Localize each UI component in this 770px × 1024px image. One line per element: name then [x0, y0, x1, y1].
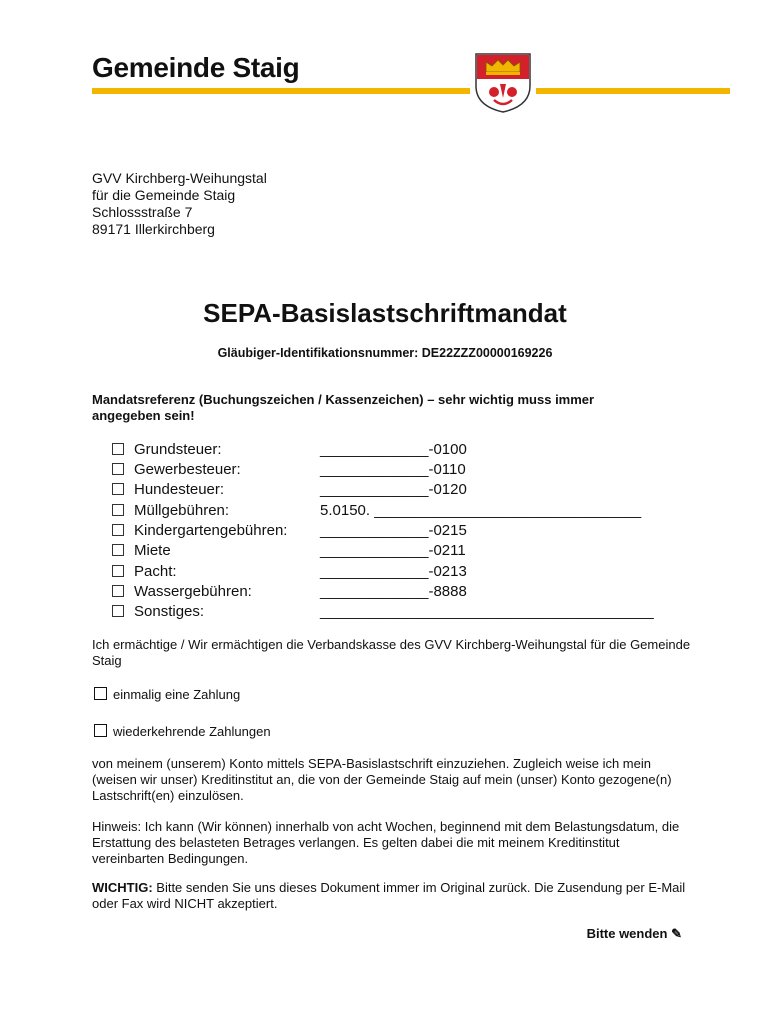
- address-line-3: Schlossstraße 7: [92, 204, 193, 220]
- item-hundesteuer[interactable]: [112, 480, 224, 500]
- item-pacht[interactable]: [112, 562, 177, 582]
- item-label: Pacht:: [134, 563, 177, 580]
- collection-text: von meinem (unserem) Konto mittels SEPA-Basislastschrift einzuziehen. Zugleich weise ich mein (weisen wir unser) Kreditinstitut an, die von der Gemeinde Staig auf mein (unser) Konto gezogene(n) Lastschrift(en) einzulösen.: [92, 756, 672, 803]
- turn-label: Bitte wenden: [586, 926, 668, 941]
- item-sonstiges[interactable]: [112, 602, 204, 622]
- document-title: SEPA-Basislastschriftmandat: [203, 298, 567, 328]
- option-recurring-label: wiederkehrende Zahlungen: [113, 724, 271, 739]
- item-label: Wassergebühren:: [134, 583, 252, 600]
- checkbox[interactable]: [112, 504, 124, 516]
- item-code-field[interactable]: ________________________________________: [320, 603, 654, 620]
- checkbox[interactable]: [112, 605, 124, 617]
- municipality-title: Gemeinde Staig: [92, 52, 300, 83]
- item-code-field[interactable]: _____________-0120: [320, 481, 467, 498]
- item-wassergebuehren[interactable]: [112, 582, 252, 602]
- address-line-4: 89171 Illerkirchberg: [92, 221, 215, 237]
- option-once-label: einmalig eine Zahlung: [113, 687, 241, 702]
- item-label: Müllgebühren:: [134, 502, 230, 519]
- checkbox[interactable]: [112, 565, 124, 577]
- pencil-icon: ✎: [671, 926, 682, 941]
- item-code-field[interactable]: _____________-8888: [320, 583, 467, 600]
- important-text: Bitte senden Sie uns dieses Dokument immer im Original zurück. Die Zusendung per E-Mail oder Fax wird NICHT akzeptiert.: [92, 880, 686, 911]
- checkbox[interactable]: [112, 463, 124, 475]
- item-label: Gewerbesteuer:: [134, 461, 241, 478]
- address-line-1: GVV Kirchberg-Weihungstal: [92, 170, 267, 186]
- address-line-2: für die Gemeinde Staig: [92, 187, 236, 203]
- coat-of-arms-logo: [472, 50, 534, 114]
- item-grundsteuer[interactable]: [112, 440, 222, 460]
- important-note: [92, 880, 692, 912]
- item-code-field[interactable]: _____________-0211: [320, 542, 466, 559]
- header-rule-right: [536, 88, 730, 94]
- notice-text: Hinweis: Ich kann (Wir können) innerhalb von acht Wochen, beginnend mit dem Belastungsdatum, die Erstattung des belasteten Betrages verlangen. Es gelten dabei die mit meinem Kreditinstitut vereinbarten Bedingungen.: [92, 819, 680, 866]
- checkbox[interactable]: [94, 724, 107, 737]
- item-code-field[interactable]: 5.0150. ________________________________: [320, 502, 642, 519]
- item-label: Kindergartengebühren:: [134, 522, 288, 539]
- header-rule-left: [92, 88, 470, 94]
- item-miete[interactable]: [112, 541, 171, 561]
- checkbox[interactable]: [112, 443, 124, 455]
- option-once[interactable]: [94, 686, 240, 704]
- item-kindergartengebuehren[interactable]: [112, 521, 287, 541]
- option-recurring[interactable]: [94, 723, 271, 741]
- item-gewerbesteuer[interactable]: [112, 460, 241, 480]
- checkbox[interactable]: [112, 585, 124, 597]
- item-code-field[interactable]: _____________-0100: [320, 441, 467, 458]
- item-label: Grundsteuer:: [134, 441, 222, 458]
- checkbox[interactable]: [112, 483, 124, 495]
- item-label: Hundesteuer:: [134, 481, 225, 498]
- important-label: WICHTIG:: [92, 880, 153, 895]
- item-muellgebuehren[interactable]: [112, 501, 229, 521]
- checkbox[interactable]: [112, 544, 124, 556]
- item-label: Miete: [134, 542, 171, 559]
- creditor-id: Gläubiger-Identifikationsnummer: DE22ZZZ00000169226: [217, 346, 553, 360]
- checkbox[interactable]: [94, 687, 107, 700]
- item-code-field[interactable]: _____________-0213: [320, 563, 467, 580]
- item-code-field[interactable]: _____________-0215: [320, 522, 467, 539]
- checkbox[interactable]: [112, 524, 124, 536]
- authorization-text: Ich ermächtige / Wir ermächtigen die Verbandskasse des GVV Kirchberg-Weihungstal für die Gemeinde Staig: [92, 637, 691, 668]
- item-label: Sonstiges:: [134, 603, 205, 620]
- item-code-field[interactable]: _____________-0110: [320, 461, 466, 478]
- mandate-reference-note: Mandatsreferenz (Buchungszeichen / Kassenzeichen) – sehr wichtig muss immer angegeben sein!: [92, 392, 595, 423]
- turn-page-note: [587, 926, 682, 942]
